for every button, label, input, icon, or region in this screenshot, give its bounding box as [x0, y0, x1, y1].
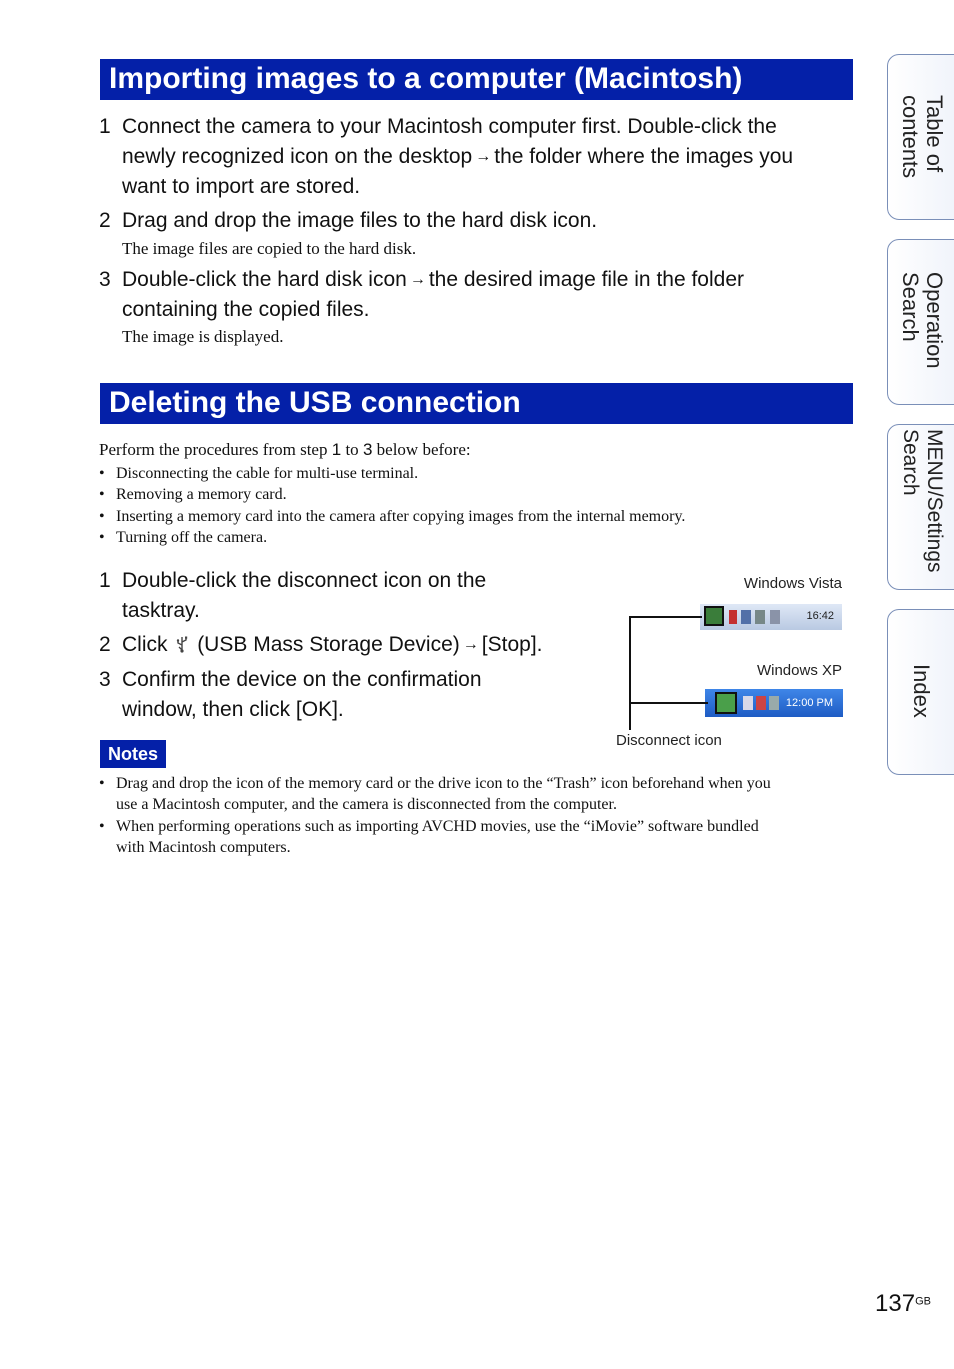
import-step-3 [99, 265, 859, 325]
step-number: 3 [99, 268, 111, 291]
page-number-suffix: GB [915, 1295, 931, 1308]
step-text: [Stop]. [481, 633, 543, 656]
step-text: tasktray. [122, 599, 200, 622]
intro-step-ref: 1 [331, 440, 342, 459]
note-item: • When performing operations such as importing AVCHD movies, use the “iMovie” software bundled with Macintosh computers. [99, 816, 839, 860]
section-title-usb: Deleting the USB connection [100, 383, 853, 424]
clock-text: 16:42 [806, 610, 834, 622]
step-text: window, then click [OK]. [122, 698, 344, 721]
note-text: When performing operations such as importing AVCHD movies, use the “iMovie” software bundled [116, 818, 759, 835]
usb-icon [173, 632, 191, 650]
step-text: the desired image file in the folder [428, 268, 744, 291]
tab-label: Table of [922, 95, 947, 173]
step-text: containing the copied files. [122, 298, 370, 321]
section-title-importing: Importing images to a computer (Macintosh) [100, 59, 853, 100]
tab-label: MENU/Settings [923, 429, 946, 573]
tray-icon [741, 610, 751, 624]
import-step-1 [99, 112, 859, 202]
note-text: Drag and drop the icon of the memory card or the drive icon to the “Trash” icon beforehand when you [116, 775, 771, 792]
intro-text [99, 440, 471, 460]
tab-label: contents [898, 95, 923, 179]
intro-part: below before: [372, 440, 471, 459]
tray-icon [770, 610, 780, 624]
step-number: 2 [99, 209, 111, 232]
step-text: want to import are stored. [122, 175, 361, 198]
tab-operation-search[interactable] [887, 239, 954, 405]
tab-index[interactable] [887, 609, 954, 775]
step-number: 3 [99, 668, 111, 691]
tab-label: Search [899, 429, 922, 496]
tray-icon [755, 610, 765, 624]
usb-step-3 [99, 665, 579, 725]
step-text: (USB Mass Storage Device) [197, 633, 460, 656]
step-text: the folder where the images you [494, 145, 794, 168]
clock-text: 12:00 PM [785, 697, 833, 709]
arrow-icon: → [462, 636, 479, 653]
leader-lines [620, 610, 730, 735]
arrow-icon: → [475, 148, 492, 165]
usb-step-2 [99, 630, 589, 660]
bullet-text: Inserting a memory card into the camera after copying images from the internal memory. [116, 508, 686, 525]
tab-label: Operation [922, 272, 947, 369]
notes-label: Notes [100, 740, 166, 768]
note-text: use a Macintosh computer, and the camera is disconnected from the computer. [116, 796, 617, 813]
step-number: 2 [99, 633, 111, 656]
step-text: Drag and drop the image files to the hard disk icon. [122, 209, 598, 232]
step-text: newly recognized icon on the desktop [122, 145, 473, 168]
intro-part: Perform the procedures from step [99, 440, 332, 459]
step-number: 1 [99, 115, 111, 138]
tray-icon [769, 696, 779, 710]
page-number-value: 137 [875, 1290, 916, 1317]
bullet-text: Removing a memory card. [116, 486, 287, 503]
tab-label: Search [898, 272, 923, 342]
bullet-text: Turning off the camera. [116, 529, 268, 546]
tab-table-of-contents[interactable] [887, 54, 954, 220]
import-step-2 [99, 206, 859, 236]
step-text: Connect the camera to your Macintosh computer first. Double-click the [122, 115, 777, 138]
step-result: The image files are copied to the hard disk. [122, 239, 417, 258]
step-text: Double-click the disconnect icon on the [122, 569, 487, 592]
xp-label: Windows XP [756, 662, 842, 679]
intro-part: to [341, 440, 363, 459]
step-result: The image is displayed. [122, 327, 284, 346]
page-number [875, 1290, 931, 1318]
note-text: with Macintosh computers. [116, 839, 291, 856]
tab-menu-settings-search[interactable] [887, 424, 954, 590]
bullet-text: Disconnecting the cable for multi-use terminal. [116, 465, 419, 482]
tray-icon [756, 696, 766, 710]
step-number: 1 [99, 569, 111, 592]
usb-step-1 [99, 566, 579, 626]
intro-step-ref: 3 [362, 440, 373, 459]
disconnect-label: Disconnect icon [616, 732, 722, 749]
step-text: Confirm the device on the confirmation [122, 668, 482, 691]
note-item: • Drag and drop the icon of the memory card or the drive icon to the “Trash” icon beforehand when you use a Macintosh computer, and the camera is disconnected from the computer. [99, 773, 839, 817]
vista-label: Windows Vista [743, 575, 842, 592]
tab-label: Index [909, 664, 934, 718]
arrow-icon: → [409, 271, 426, 288]
tray-icon [743, 696, 753, 710]
step-text: Double-click the hard disk icon [122, 268, 407, 291]
step-text: Click [122, 633, 168, 656]
tray-icon [729, 610, 737, 624]
